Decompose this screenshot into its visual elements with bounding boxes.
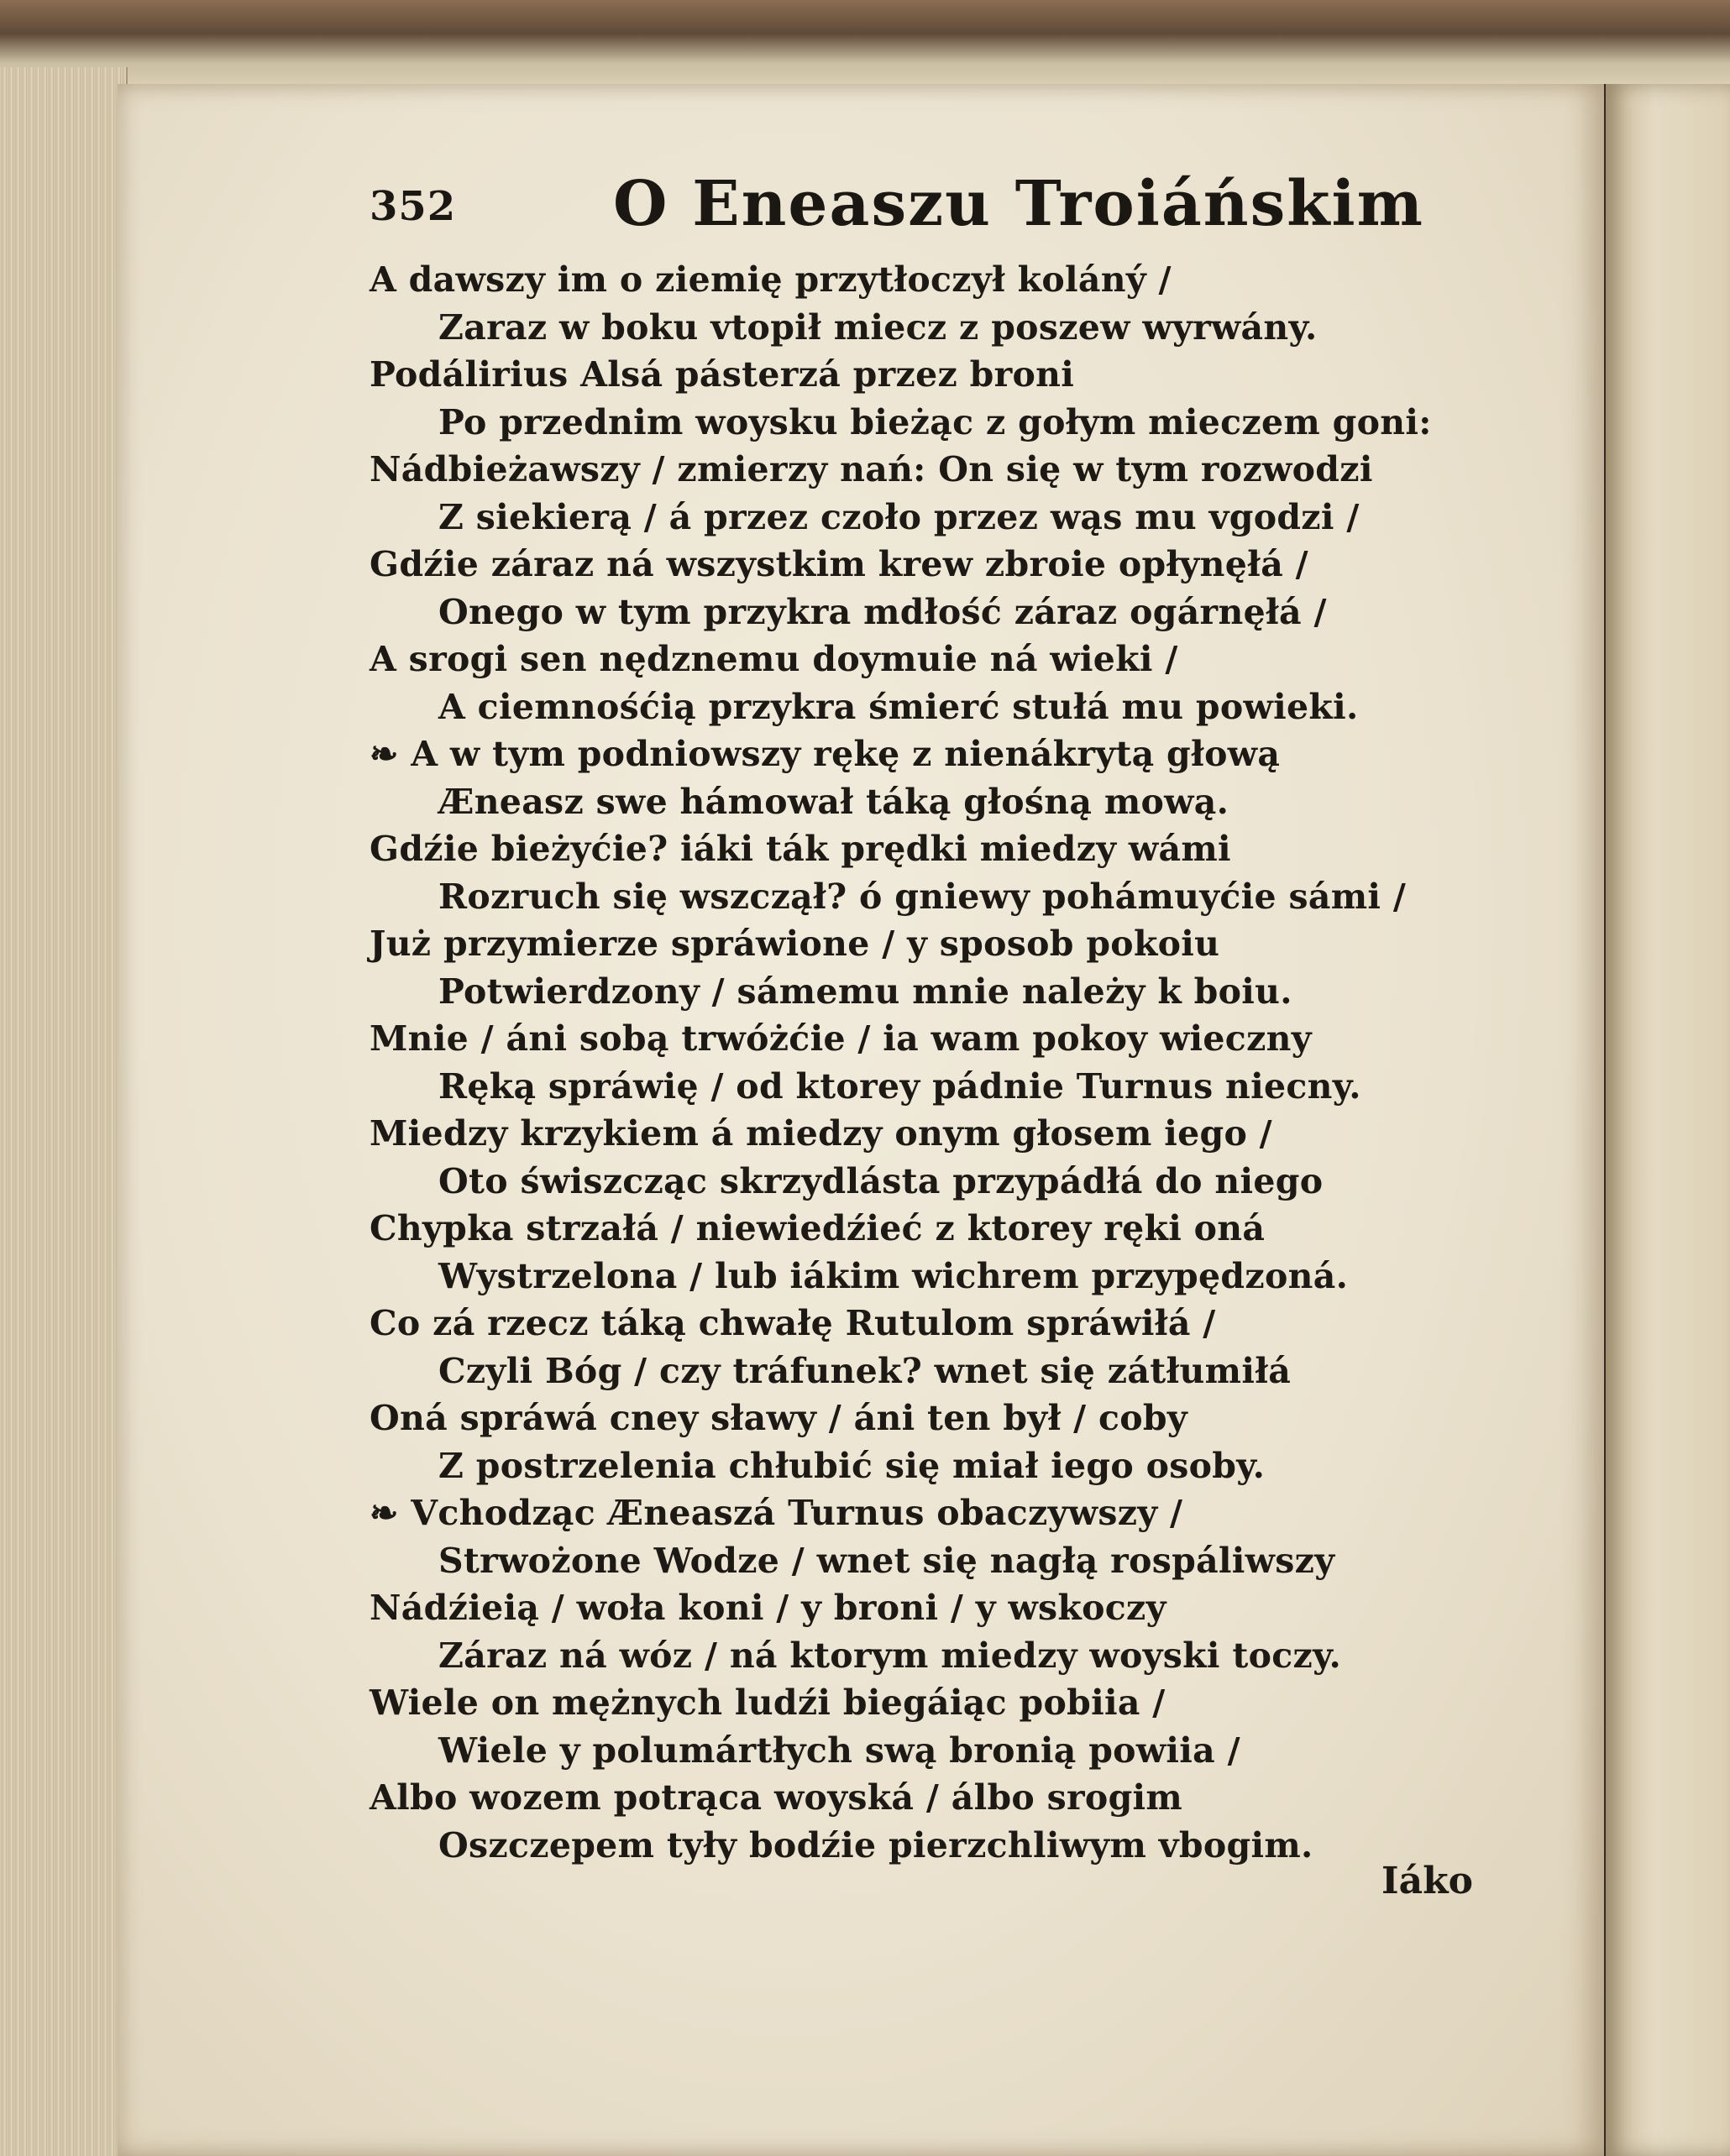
verse-line: Z postrzelenia chłubić się miał iego osoby. (438, 1445, 1266, 1486)
verse-line: Æneasz swe hámował táką głośną mową. (438, 781, 1229, 822)
verse-line: Gdźie záraz ná wszystkim krew zbroie opłynęłá / (370, 544, 1308, 584)
verse-line: Z siekierą / á przez czoło przez wąs mu vgodzi / (438, 496, 1360, 537)
page-number: 352 (370, 183, 457, 230)
verse-line: Záraz ná wóz / ná ktorym miedzy woyski toczy. (438, 1635, 1342, 1676)
verse-line: Wiele y polumártłych swą bronią powiia / (438, 1730, 1240, 1771)
verse-line: Wystrzelona / lub iákim wichrem przypędzoná. (438, 1255, 1349, 1296)
verse-text (370, 256, 1432, 1869)
verse-line: Miedzy krzykiem á miedzy onym głosem iego / (370, 1113, 1272, 1154)
verse-line-paragraph: ❧ A w tym podniowszy rękę z nienákrytą głową (370, 734, 1281, 774)
page-stack-edge (0, 67, 128, 2156)
verse-line: Albo wozem potrąca woyská / álbo srogim (370, 1777, 1183, 1818)
verse-line: Co zá rzecz táką chwałę Rutulom spráwiłá / (370, 1303, 1216, 1343)
verse-line: Zaraz w boku vtopił miecz z poszew wyrwány. (438, 306, 1318, 348)
verse-line: A ciemnośćią przykra śmierć stułá mu powieki. (438, 686, 1359, 727)
page-header (370, 168, 1424, 260)
verse-line: Ręką spráwię / od ktorey pádnie Turnus niecny. (438, 1065, 1361, 1107)
verse-line: A srogi sen nędznemu doymuie ná wieki / (370, 639, 1178, 679)
verse-line: Już przymierze spráwione / y sposob pokoiu (370, 924, 1220, 964)
verse-line: Chypka strzałá / niewiedźieć z ktorey ręki oná (370, 1208, 1266, 1248)
verse-line: Mnie / áni sobą trwóżćie / ia wam pokoy wieczny (370, 1018, 1312, 1059)
verse-line: Podálirius Alsá pásterzá przez broni (370, 354, 1075, 395)
verse-line: Potwierdzony / sámemu mnie należy k boiu. (438, 971, 1292, 1012)
verse-line: Nádbieżawszy / zmierzy nań: On się w tym rozwodzi (370, 449, 1373, 489)
facing-page (1606, 84, 1730, 2156)
verse-line: Oná spráwá cney sławy / áni ten był / coby (370, 1398, 1187, 1438)
verse-line: Czyli Bóg / czy tráfunek? wnet się zátłumiłá (438, 1350, 1292, 1391)
verse-line: Gdźie bieżyćie? iáki ták prędki miedzy wámi (370, 829, 1231, 869)
running-title: O Eneaszu Troiáńskim (613, 168, 1424, 240)
verse-line-paragraph: ❧ Vchodząc Æneaszá Turnus obaczywszy / (370, 1493, 1183, 1533)
verse-line: Strwożone Wodze / wnet się nagłą rospáliwszy (438, 1540, 1335, 1581)
book-top-edge (0, 0, 1730, 84)
verse-line: Oszczepem tyły bodźie pierzchliwym vbogim. (438, 1824, 1313, 1866)
verse-line: Rozruch się wszczął? ó gniewy pohámuyćie sámi / (438, 876, 1407, 917)
catchword: Iáko (1381, 1860, 1473, 1902)
verse-line: A dawszy im o ziemię przytłoczył koláný / (370, 259, 1172, 300)
verse-line: Wiele on mężnych ludźi biegáiąc pobiia / (370, 1682, 1166, 1723)
verse-line: Onego w tym przykra mdłość záraz ogárnęłá / (438, 591, 1327, 632)
verse-line: Po przednim woysku bieżąc z gołym mieczem goni: (438, 401, 1432, 442)
verse-line: Oto świszcząc skrzydlásta przypádłá do niego (438, 1160, 1324, 1201)
verse-line: Nádźieią / woła koni / y broni / y wskoczy (370, 1588, 1166, 1628)
